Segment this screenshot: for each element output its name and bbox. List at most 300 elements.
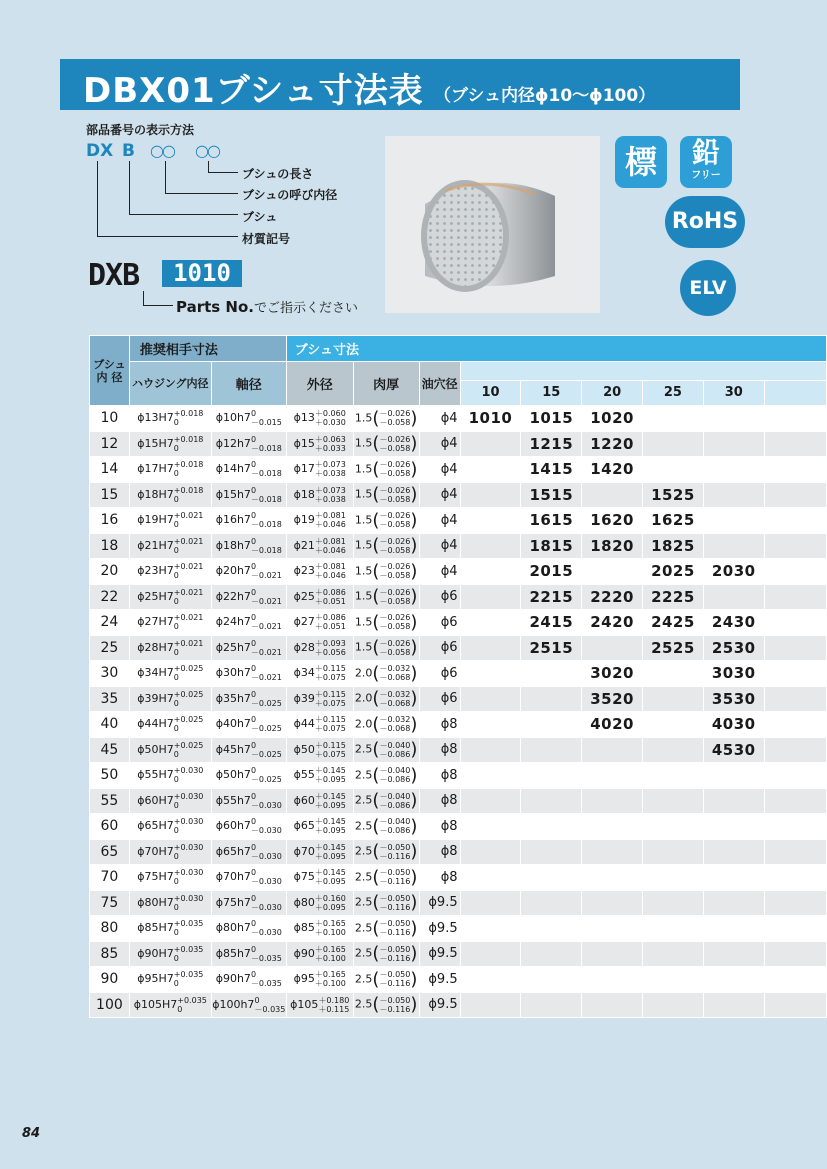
- cell-inner-diameter: 60: [90, 814, 130, 840]
- cell-housing-tolerance: +0.030 0: [173, 893, 204, 912]
- cell-outer-tolerance: ＋0.115 ＋0.075: [314, 740, 346, 759]
- cell-part-number: [582, 916, 643, 942]
- cell-wall: 1.5( －0.026 －0.058 ): [353, 533, 419, 559]
- cell-shaft: [211, 941, 286, 967]
- cell-part-number: [764, 865, 826, 891]
- cell-part-number: [643, 865, 704, 891]
- cell-outer-tolerance: ＋0.180 ＋0.115: [318, 995, 350, 1014]
- cell-inner-diameter: 70: [90, 865, 130, 891]
- cell-shaft-tolerance: 0 －0.030: [250, 893, 282, 912]
- cell-housing-tolerance: +0.018 0: [173, 460, 204, 479]
- cell-part-number: [521, 839, 582, 865]
- table-row: [90, 992, 827, 1018]
- cell-outer-tolerance: ＋0.060 ＋0.030: [314, 409, 346, 428]
- cell-wall: 1.5( －0.026 －0.058 ): [353, 584, 419, 610]
- cell-part-number: [521, 686, 582, 712]
- cell-wall: 2.5( －0.050 －0.116 ): [353, 967, 419, 993]
- cell-housing: [129, 992, 211, 1018]
- cell-shaft: [211, 737, 286, 763]
- cell-shaft: [211, 533, 286, 559]
- cell-outer: [286, 788, 353, 814]
- cell-housing-tolerance: +0.025 0: [173, 740, 204, 759]
- cell-part-number: [764, 559, 826, 585]
- cell-shaft: [211, 712, 286, 738]
- header-length: 30: [703, 380, 764, 406]
- cell-part-number: [764, 584, 826, 610]
- cell-housing-value: ϕ55H7: [137, 768, 174, 782]
- cell-shaft-value: ϕ100h7: [212, 997, 255, 1011]
- cell-part-number: 2420: [582, 610, 643, 636]
- cell-shaft: [211, 839, 286, 865]
- cell-part-number: [703, 839, 764, 865]
- cell-part-number: [460, 584, 521, 610]
- cell-oil-hole: ϕ4: [419, 431, 460, 457]
- cell-housing-tolerance: +0.030 0: [173, 842, 204, 861]
- cell-part-number: [764, 992, 826, 1018]
- cell-part-number: [582, 839, 643, 865]
- cell-part-number: [764, 788, 826, 814]
- cell-shaft: [211, 814, 286, 840]
- cell-shaft-value: ϕ16h7: [215, 513, 251, 527]
- cell-part-number: 1010: [460, 406, 521, 432]
- table-row: [90, 839, 827, 865]
- cell-housing: [129, 635, 211, 661]
- cell-housing: [129, 533, 211, 559]
- cell-housing-value: ϕ19H7: [137, 513, 174, 527]
- table-row: [90, 916, 827, 942]
- cell-inner-diameter: 55: [90, 788, 130, 814]
- cell-part-number: [703, 533, 764, 559]
- cell-shaft: [211, 865, 286, 891]
- cell-outer-value: ϕ50: [293, 742, 315, 756]
- cell-part-number: [764, 737, 826, 763]
- header-length: 15: [521, 380, 582, 406]
- cell-part-number: 1615: [521, 508, 582, 534]
- cell-wall: 2.5( －0.050 －0.116 ): [353, 865, 419, 891]
- cell-shaft: [211, 508, 286, 534]
- cell-part-number: [764, 967, 826, 993]
- cell-shaft-tolerance: 0 －0.030: [250, 842, 282, 861]
- cell-housing: [129, 712, 211, 738]
- cell-shaft-value: ϕ14h7: [215, 462, 251, 476]
- cell-housing-value: ϕ25H7: [137, 589, 174, 603]
- cell-part-number: [460, 686, 521, 712]
- cell-housing-value: ϕ18H7: [137, 487, 174, 501]
- cell-housing-tolerance: +0.018 0: [173, 485, 204, 504]
- table-row: [90, 610, 827, 636]
- cell-oil-hole: ϕ9.5: [419, 916, 460, 942]
- cell-oil-hole: ϕ4: [419, 482, 460, 508]
- cell-outer: [286, 533, 353, 559]
- cell-outer: [286, 635, 353, 661]
- cell-housing-value: ϕ65H7: [137, 819, 174, 833]
- cell-outer-value: ϕ85: [293, 921, 315, 935]
- cell-outer-tolerance: ＋0.081 ＋0.046: [314, 511, 346, 530]
- example-prefix: DXB: [88, 258, 140, 293]
- cell-housing: [129, 661, 211, 687]
- cell-wall: 2.5( －0.050 －0.116 ): [353, 992, 419, 1018]
- cell-housing: [129, 814, 211, 840]
- cell-outer-tolerance: ＋0.165 ＋0.100: [314, 919, 346, 938]
- cell-part-number: [643, 839, 704, 865]
- cell-part-number: [521, 737, 582, 763]
- page-title: DBX01ブシュ寸法表: [83, 71, 424, 111]
- elv-badge-text: ELV: [689, 277, 727, 299]
- cell-shaft-tolerance: 0 －0.030: [250, 919, 282, 938]
- cell-part-number: [703, 508, 764, 534]
- cell-shaft: [211, 686, 286, 712]
- cell-shaft: [211, 584, 286, 610]
- cell-shaft: [211, 788, 286, 814]
- cell-part-number: [643, 967, 704, 993]
- cell-part-number: [703, 788, 764, 814]
- cell-wall: 1.5( －0.026 －0.058 ): [353, 406, 419, 432]
- cell-outer-value: ϕ15: [293, 436, 315, 450]
- cell-housing-value: ϕ60H7: [137, 793, 174, 807]
- cell-outer: [286, 839, 353, 865]
- dimension-table: [89, 335, 827, 1018]
- cell-housing-tolerance: +0.021 0: [173, 613, 204, 632]
- cell-wall: 2.0( －0.032 －0.068 ): [353, 712, 419, 738]
- cell-shaft-tolerance: 0 －0.018: [250, 536, 282, 555]
- cell-part-number: [582, 737, 643, 763]
- cell-shaft-tolerance: 0 －0.035: [250, 944, 282, 963]
- table-row: [90, 635, 827, 661]
- table-row: [90, 967, 827, 993]
- cell-outer-value: ϕ13: [293, 411, 315, 425]
- cell-outer: [286, 482, 353, 508]
- cell-part-number: [460, 559, 521, 585]
- cell-shaft-tolerance: 0 －0.018: [250, 511, 282, 530]
- cell-part-number: [764, 890, 826, 916]
- cell-part-number: [703, 814, 764, 840]
- cell-outer-value: ϕ21: [293, 538, 315, 552]
- cell-shaft-value: ϕ40h7: [215, 717, 251, 731]
- cell-part-number: [643, 788, 704, 814]
- cell-outer-tolerance: ＋0.115 ＋0.075: [314, 715, 346, 734]
- cell-housing-tolerance: +0.021 0: [173, 587, 204, 606]
- cell-shaft-value: ϕ80h7: [215, 921, 251, 935]
- cell-part-number: [582, 482, 643, 508]
- cell-part-number: [460, 533, 521, 559]
- cell-part-number: 2025: [643, 559, 704, 585]
- cell-part-number: [460, 890, 521, 916]
- cell-part-number: 1015: [521, 406, 582, 432]
- cell-part-number: 2030: [703, 559, 764, 585]
- cell-inner-diameter: 25: [90, 635, 130, 661]
- cell-housing: [129, 788, 211, 814]
- cell-part-number: [460, 788, 521, 814]
- cell-housing-tolerance: +0.021 0: [173, 511, 204, 530]
- cell-outer-tolerance: ＋0.115 ＋0.075: [314, 664, 346, 683]
- cell-inner-diameter: 35: [90, 686, 130, 712]
- cell-housing: [129, 839, 211, 865]
- cell-housing: [129, 941, 211, 967]
- cell-outer: [286, 610, 353, 636]
- cell-outer: [286, 661, 353, 687]
- cell-part-number: 2430: [703, 610, 764, 636]
- cell-part-number: [582, 941, 643, 967]
- cell-shaft-value: ϕ60h7: [215, 819, 251, 833]
- cell-part-number: [582, 890, 643, 916]
- cell-shaft-value: ϕ12h7: [215, 436, 251, 450]
- cell-part-number: [582, 635, 643, 661]
- cell-oil-hole: ϕ9.5: [419, 941, 460, 967]
- cell-part-number: 2220: [582, 584, 643, 610]
- cell-part-number: [703, 865, 764, 891]
- cell-outer: [286, 916, 353, 942]
- cell-shaft-tolerance: 0 －0.030: [250, 791, 282, 810]
- cell-inner-diameter: 80: [90, 916, 130, 942]
- cell-part-number: [643, 992, 704, 1018]
- cell-housing-value: ϕ90H7: [137, 946, 174, 960]
- cell-wall: 1.5( －0.026 －0.058 ): [353, 635, 419, 661]
- cell-outer: [286, 737, 353, 763]
- leader-line: [143, 291, 144, 305]
- cell-part-number: [460, 431, 521, 457]
- cell-part-number: [703, 890, 764, 916]
- cell-part-number: [643, 737, 704, 763]
- cell-housing: [129, 967, 211, 993]
- cell-part-number: [643, 406, 704, 432]
- cell-outer-value: ϕ55: [293, 768, 315, 782]
- header-inner-diameter: ブシュ 内 径: [90, 336, 130, 406]
- cell-outer-value: ϕ28: [293, 640, 315, 654]
- cell-part-number: [643, 941, 704, 967]
- cell-part-number: [521, 992, 582, 1018]
- leader-line: [97, 161, 98, 237]
- header-housing: ハウジング内径: [129, 361, 211, 406]
- cell-shaft-tolerance: 0 －0.025: [250, 740, 282, 759]
- cell-oil-hole: ϕ8: [419, 865, 460, 891]
- cell-part-number: [764, 533, 826, 559]
- cell-part-number: [582, 992, 643, 1018]
- cell-shaft: [211, 559, 286, 585]
- lead-free-badge-text: 鉛: [691, 136, 720, 169]
- cell-part-number: [460, 457, 521, 483]
- cell-part-number: 1215: [521, 431, 582, 457]
- cell-inner-diameter: 90: [90, 967, 130, 993]
- cell-outer-value: ϕ90: [293, 946, 315, 960]
- cell-oil-hole: ϕ4: [419, 508, 460, 534]
- cell-housing-tolerance: +0.018 0: [173, 409, 204, 428]
- cell-part-number: [521, 941, 582, 967]
- cell-oil-hole: ϕ6: [419, 686, 460, 712]
- cell-housing: [129, 865, 211, 891]
- label-material: 材質記号: [242, 232, 291, 246]
- cell-shaft-tolerance: 0 －0.025: [250, 766, 282, 785]
- cell-shaft: [211, 661, 286, 687]
- table-row: [90, 406, 827, 432]
- cell-oil-hole: ϕ4: [419, 533, 460, 559]
- cell-shaft-value: ϕ65h7: [215, 844, 251, 858]
- cell-shaft-value: ϕ10h7: [215, 411, 251, 425]
- cell-outer-value: ϕ75: [293, 870, 315, 884]
- cell-inner-diameter: 16: [90, 508, 130, 534]
- cell-part-number: [764, 916, 826, 942]
- cell-part-number: [582, 865, 643, 891]
- cell-inner-diameter: 50: [90, 763, 130, 789]
- howto-title: 部品番号の表示方法: [86, 123, 195, 137]
- cell-outer-tolerance: ＋0.145 ＋0.095: [314, 791, 346, 810]
- cell-housing-value: ϕ70H7: [137, 844, 174, 858]
- cell-housing-tolerance: +0.035 0: [173, 944, 204, 963]
- cell-shaft-tolerance: 0 －0.021: [250, 587, 282, 606]
- cell-shaft-value: ϕ22h7: [215, 589, 251, 603]
- cell-wall: 1.5( －0.026 －0.058 ): [353, 482, 419, 508]
- cell-part-number: 1525: [643, 482, 704, 508]
- cell-housing-tolerance: +0.021 0: [173, 536, 204, 555]
- cell-wall: 2.0( －0.032 －0.068 ): [353, 686, 419, 712]
- cell-oil-hole: ϕ4: [419, 457, 460, 483]
- cell-outer-tolerance: ＋0.165 ＋0.100: [314, 970, 346, 989]
- header-oil-hole: 油穴径: [419, 361, 460, 406]
- cell-outer-tolerance: ＋0.160 ＋0.095: [314, 893, 346, 912]
- cell-housing-value: ϕ50H7: [137, 742, 174, 756]
- cell-wall: 2.5( －0.050 －0.116 ): [353, 941, 419, 967]
- leader-line: [143, 305, 173, 306]
- cell-outer: [286, 431, 353, 457]
- cell-outer-tolerance: ＋0.145 ＋0.095: [314, 817, 346, 836]
- cell-shaft-value: ϕ55h7: [215, 793, 251, 807]
- cell-housing: [129, 431, 211, 457]
- header-wall: 肉厚: [353, 361, 419, 406]
- cell-housing-value: ϕ27H7: [137, 615, 174, 629]
- cell-housing-tolerance: +0.021 0: [173, 562, 204, 581]
- cell-part-number: [521, 661, 582, 687]
- cell-wall: 1.5( －0.026 －0.058 ): [353, 431, 419, 457]
- leader-line: [208, 172, 238, 173]
- cell-oil-hole: ϕ6: [419, 584, 460, 610]
- cell-oil-hole: ϕ6: [419, 610, 460, 636]
- cell-outer-tolerance: ＋0.145 ＋0.095: [314, 766, 346, 785]
- cell-part-number: [764, 482, 826, 508]
- cell-shaft: [211, 890, 286, 916]
- cell-outer-tolerance: ＋0.145 ＋0.095: [314, 842, 346, 861]
- cell-housing: [129, 737, 211, 763]
- cell-inner-diameter: 45: [90, 737, 130, 763]
- cell-part-number: 3020: [582, 661, 643, 687]
- cell-inner-diameter: 18: [90, 533, 130, 559]
- cell-outer: [286, 584, 353, 610]
- cell-part-number: [521, 814, 582, 840]
- cell-part-number: [582, 559, 643, 585]
- cell-outer-tolerance: ＋0.073 ＋0.038: [314, 460, 346, 479]
- cell-outer-value: ϕ70: [293, 844, 315, 858]
- header-bushing-dims: ブシュ寸法: [286, 336, 826, 362]
- cell-shaft-value: ϕ18h7: [215, 538, 251, 552]
- cell-outer: [286, 890, 353, 916]
- cell-outer: [286, 406, 353, 432]
- cell-shaft: [211, 610, 286, 636]
- cell-part-number: 2525: [643, 635, 704, 661]
- cell-outer-tolerance: ＋0.086 ＋0.051: [314, 587, 346, 606]
- cell-outer-value: ϕ44: [293, 717, 315, 731]
- table-row: [90, 712, 827, 738]
- cell-shaft-value: ϕ20h7: [215, 564, 251, 578]
- cell-part-number: [764, 712, 826, 738]
- header-length-group: [460, 361, 826, 380]
- cell-wall: 2.5( －0.040 －0.086 ): [353, 763, 419, 789]
- cell-oil-hole: ϕ8: [419, 814, 460, 840]
- cell-part-number: 2515: [521, 635, 582, 661]
- cell-inner-diameter: 14: [90, 457, 130, 483]
- cell-part-number: [460, 737, 521, 763]
- cell-outer: [286, 814, 353, 840]
- rohs-badge: [665, 196, 745, 248]
- cell-shaft-tolerance: 0 －0.025: [250, 689, 282, 708]
- cell-shaft: [211, 992, 286, 1018]
- cell-housing-value: ϕ85H7: [137, 921, 174, 935]
- cell-inner-diameter: 75: [90, 890, 130, 916]
- table-row: [90, 737, 827, 763]
- cell-part-number: 1420: [582, 457, 643, 483]
- cell-outer-tolerance: ＋0.081 ＋0.046: [314, 562, 346, 581]
- cell-part-number: 2215: [521, 584, 582, 610]
- cell-housing: [129, 610, 211, 636]
- cell-housing: [129, 406, 211, 432]
- cell-part-number: [521, 916, 582, 942]
- cell-part-number: [703, 457, 764, 483]
- header-outer: 外径: [286, 361, 353, 406]
- page-number: 84: [22, 1126, 41, 1141]
- cell-inner-diameter: 24: [90, 610, 130, 636]
- header-length: 20: [582, 380, 643, 406]
- cell-shaft-tolerance: 0 －0.021: [250, 638, 282, 657]
- cell-housing-tolerance: +0.035 0: [173, 970, 204, 989]
- cell-inner-diameter: 65: [90, 839, 130, 865]
- cell-shaft-tolerance: 0 －0.018: [250, 485, 282, 504]
- cell-wall: 1.5( －0.026 －0.058 ): [353, 610, 419, 636]
- table-row: [90, 533, 827, 559]
- cell-shaft-value: ϕ35h7: [215, 691, 251, 705]
- cell-part-number: [460, 482, 521, 508]
- cell-inner-diameter: 100: [90, 992, 130, 1018]
- cell-oil-hole: ϕ6: [419, 635, 460, 661]
- cell-inner-diameter: 30: [90, 661, 130, 687]
- table-row: [90, 457, 827, 483]
- cell-inner-diameter: 15: [90, 482, 130, 508]
- cell-shaft-tolerance: 0 －0.018: [250, 434, 282, 453]
- cell-part-number: [703, 482, 764, 508]
- cell-part-number: [460, 635, 521, 661]
- cell-wall: 2.5( －0.050 －0.116 ): [353, 890, 419, 916]
- cell-part-number: [521, 967, 582, 993]
- cell-housing: [129, 916, 211, 942]
- cell-outer-value: ϕ19: [293, 513, 315, 527]
- cell-part-number: [703, 584, 764, 610]
- cell-outer: [286, 865, 353, 891]
- cell-housing-value: ϕ21H7: [137, 538, 174, 552]
- cell-inner-diameter: 40: [90, 712, 130, 738]
- cell-shaft: [211, 763, 286, 789]
- cell-outer: [286, 559, 353, 585]
- cell-part-number: 3520: [582, 686, 643, 712]
- cell-part-number: 4530: [703, 737, 764, 763]
- cell-shaft: [211, 635, 286, 661]
- cell-housing-value: ϕ80H7: [137, 895, 174, 909]
- cell-oil-hole: ϕ9.5: [419, 967, 460, 993]
- cell-part-number: [764, 635, 826, 661]
- cell-housing: [129, 508, 211, 534]
- cell-outer: [286, 941, 353, 967]
- cell-part-number: [764, 431, 826, 457]
- table-row: [90, 584, 827, 610]
- cell-shaft-tolerance: 0 －0.035: [250, 970, 282, 989]
- cell-outer: [286, 457, 353, 483]
- cell-part-number: [764, 661, 826, 687]
- label-length: ブシュの長さ: [242, 167, 314, 181]
